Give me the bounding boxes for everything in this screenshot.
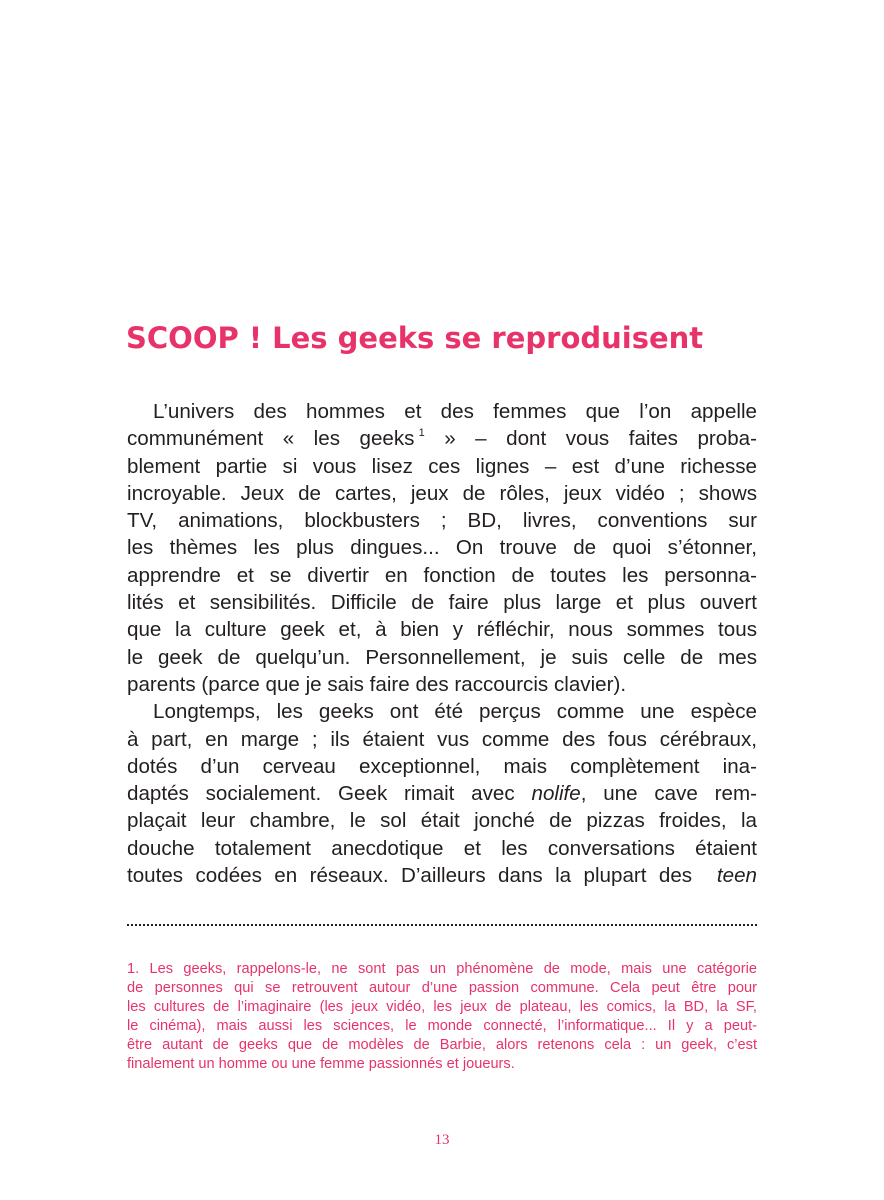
body-line: que la culture geek et, à bien y réfléchir, nous sommes tous <box>127 618 757 642</box>
footnote-line: de personnes qui se retrouvent autour d’une passion commune. Cela peut être pour <box>127 980 757 997</box>
italic-word: nolife <box>531 782 581 806</box>
body-line-part: toutes codées en réseaux. D’ailleurs dans la plupart des <box>127 864 705 888</box>
body-line: blement partie si vous lisez ces lignes – est d’une richesse <box>127 454 757 478</box>
chapter-title: SCOOP ! Les geeks se reproduisent <box>126 321 704 355</box>
body-line: les thèmes les plus dingues... On trouve de quoi s’étonner, <box>127 536 757 560</box>
italic-word: teen <box>716 864 757 888</box>
body-line: TV, animations, blockbusters ; BD, livres, conventions sur <box>127 509 757 533</box>
body-line-part: daptés socialement. Geek rimait avec <box>127 782 532 806</box>
body-line <box>127 780 757 807</box>
body-line: lités et sensibilités. Difficile de faire plus large et plus ouvert <box>127 591 757 615</box>
footnote-line: les cultures de l’imaginaire (les jeux vidéo, les jeux de plateau, les comics, la BD, la SF, <box>127 999 757 1016</box>
body-line: le geek de quelqu’un. Personnellement, je suis celle de mes <box>127 645 757 669</box>
footnote-line: finalement un homme ou une femme passionnés et joueurs. <box>127 1056 515 1073</box>
body-line: dotés d’un cerveau exceptionnel, mais complètement ina- <box>127 754 757 778</box>
body-line: apprendre et se divertir en fonction de toutes les personna- <box>127 563 757 587</box>
body-line: plaçait leur chambre, le sol était jonché de pizzas froides, la <box>127 809 757 833</box>
footnote <box>127 960 757 1075</box>
body-line: douche totalement anecdotique et les conversations étaient <box>127 836 757 860</box>
body-line: parents (parce que je sais faire des raccourcis clavier). <box>127 672 627 696</box>
footnote-ref[interactable]: 1 <box>418 427 425 440</box>
body-line-part: » – dont vous faites proba- <box>444 427 757 451</box>
footnote-line: être autant de geeks que de modèles de Barbie, alors retenons cela : un geek, c’est <box>127 1037 757 1054</box>
footnote-line: le cinéma), mais aussi les sciences, le monde connecté, l’informatique... Il y a peut- <box>127 1018 757 1035</box>
footnote-line: 1. Les geeks, rappelons-le, ne sont pas un phénomène de mode, mais une catégorie <box>127 961 757 977</box>
body-line-part: , une cave rem- <box>580 782 758 806</box>
body-line: à part, en marge ; ils étaient vus comme des fous cérébraux, <box>127 727 757 751</box>
body-line: incroyable. Jeux de cartes, jeux de rôles, jeux vidéo ; shows <box>127 481 757 505</box>
page-number: 13 <box>434 1132 450 1148</box>
body-line <box>127 862 757 889</box>
footnote-divider <box>127 924 757 926</box>
body-line-part: communément « les geeks <box>127 427 415 451</box>
body-text <box>127 398 757 889</box>
body-line: L’univers des hommes et des femmes que l’on appelle <box>153 400 757 423</box>
body-line: Longtemps, les geeks ont été perçus comme une espèce <box>153 700 757 724</box>
body-line <box>127 425 757 452</box>
